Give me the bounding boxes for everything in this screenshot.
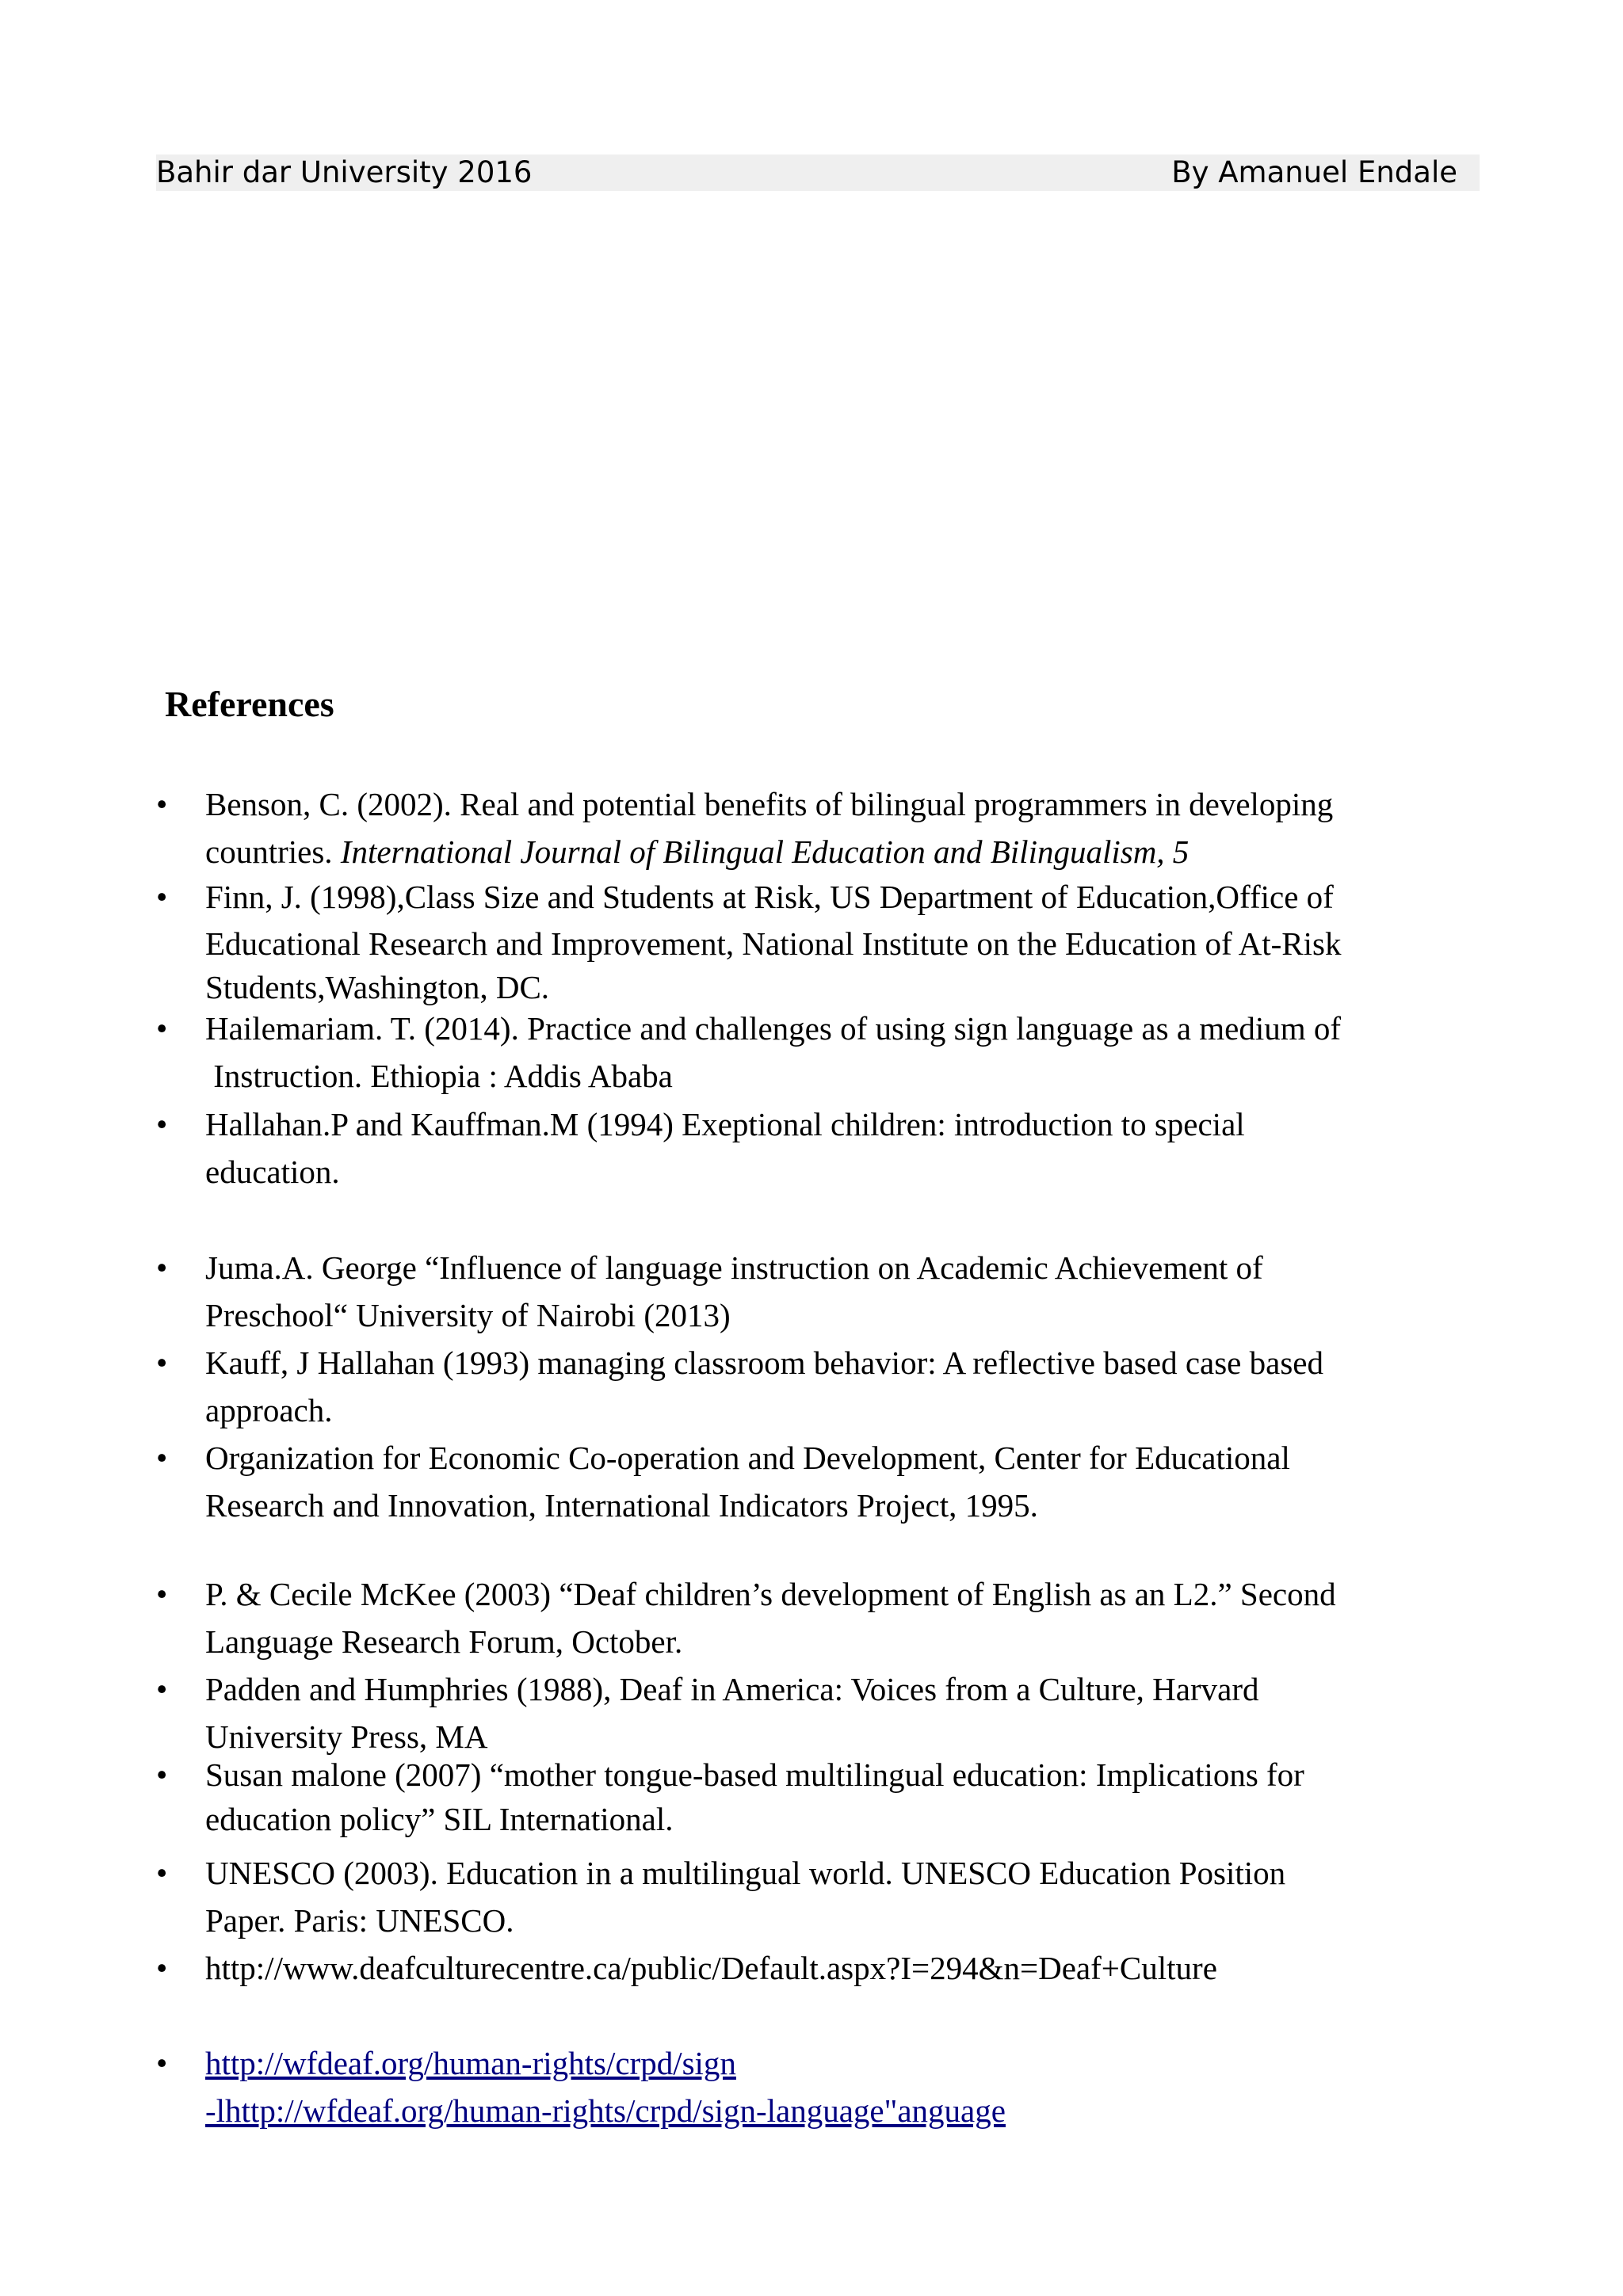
bullet-icon: • (156, 1671, 168, 1707)
reference-item (156, 1665, 1481, 1760)
bullet-icon: • (156, 1106, 168, 1142)
reference-line: Juma.A. George “Influence of language instruction on Academic Achievement of (205, 1249, 1263, 1286)
reference-item (156, 1849, 1481, 1944)
bullet-icon: • (156, 879, 168, 915)
reference-line: Research and Innovation, International Indicators Project, 1995. (205, 1487, 1038, 1524)
reference-line: Benson, C. (2002). Real and potential benefits of bilingual programmers in developing (205, 786, 1334, 822)
reference-item (156, 2039, 1481, 2134)
reference-line: Hallahan.P and Kauffman.M (1994) Exeptional children: introduction to special (205, 1106, 1245, 1142)
references-heading: References (165, 684, 334, 724)
reference-line: P. & Cecile McKee (2003) “Deaf children’s development of English as an L2.” Second (205, 1576, 1336, 1612)
reference-line: Paper. Paris: UNESCO. (205, 1902, 514, 1939)
reference-link[interactable]: -lhttp://wfdeaf.org/human-rights/crpd/sign-language"anguage (205, 2092, 1006, 2129)
reference-line: Language Research Forum, October. (205, 1623, 683, 1660)
reference-line: Organization for Economic Co-operation and Development, Center for Educational (205, 1440, 1290, 1476)
reference-item (156, 875, 1481, 1006)
reference-line: Preschool“ University of Nairobi (2013) (205, 1297, 731, 1333)
reference-line: University Press, MA (205, 1718, 488, 1755)
reference-item (156, 1005, 1481, 1100)
reference-line: Padden and Humphries (1988), Deaf in America: Voices from a Culture, Harvard (205, 1671, 1259, 1707)
reference-item (156, 1753, 1481, 1841)
reference-line: Educational Research and Improvement, National Institute on the Education of At-Risk (205, 925, 1342, 962)
reference-line (205, 828, 1481, 875)
bullet-icon: • (156, 1010, 168, 1047)
bullet-icon: • (156, 786, 168, 822)
journal-title: International Journal of Bilingual Education and Bilingualism, 5 (340, 833, 1190, 870)
reference-item (156, 1100, 1481, 1196)
reference-item (156, 1570, 1481, 1665)
bullet-icon: • (156, 1440, 168, 1476)
reference-line: Susan malone (2007) “mother tongue-based multilingual education: Implications for (205, 1756, 1304, 1793)
reference-line: UNESCO (2003). Education in a multilingual world. UNESCO Education Position (205, 1855, 1286, 1891)
bullet-icon: • (156, 1249, 168, 1286)
reference-line: Students,Washington, DC. (205, 969, 550, 1005)
reference-line: Finn, J. (1998),Class Size and Students at Risk, US Department of Education,Office of (205, 879, 1334, 915)
reference-item (156, 1944, 1481, 1992)
bullet-icon: • (156, 2045, 168, 2081)
reference-text: countries. (205, 833, 341, 870)
reference-line: Kauff, J Hallahan (1993) managing classroom behavior: A reflective based case based (205, 1344, 1323, 1381)
header-author: By Amanuel Endale (1171, 155, 1457, 189)
reference-link[interactable]: http://wfdeaf.org/human-rights/crpd/sign (205, 2045, 736, 2081)
reference-item (156, 1339, 1481, 1434)
bullet-icon: • (156, 1344, 168, 1381)
reference-item (156, 1434, 1481, 1529)
reference-item (156, 780, 1481, 875)
bullet-icon: • (156, 1950, 168, 1986)
reference-line: education policy” SIL International. (205, 1801, 674, 1837)
reference-line: http://www.deafculturecentre.ca/public/Default.aspx?I=294&n=Deaf+Culture (205, 1950, 1217, 1986)
bullet-icon: • (156, 1576, 168, 1612)
reference-line: Hailemariam. T. (2014). Practice and challenges of using sign language as a medium of (205, 1010, 1342, 1047)
reference-line: education. (205, 1154, 340, 1190)
reference-item (156, 1244, 1481, 1339)
header-institution: Bahir dar University 2016 (156, 155, 533, 189)
bullet-icon: • (156, 1855, 168, 1891)
page-header (156, 154, 1480, 191)
bullet-icon: • (156, 1756, 168, 1793)
reference-line: Instruction. Ethiopia : Addis Ababa (205, 1058, 673, 1094)
reference-line: approach. (205, 1392, 333, 1428)
